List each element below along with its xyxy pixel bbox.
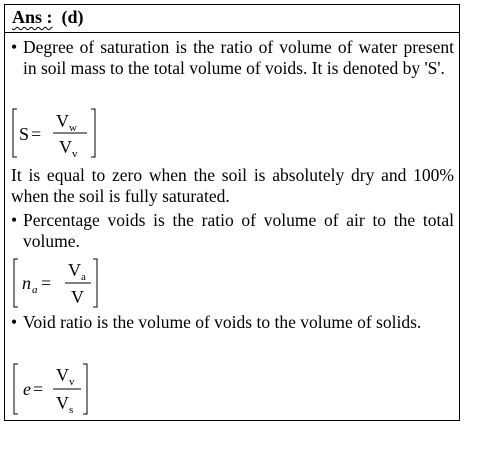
saturation-num-base: V: [56, 111, 69, 131]
bullet-air-voids-text: Percentage voids is the ratio of volume of air to the total volume.: [23, 210, 454, 251]
answer-option: (d): [61, 7, 84, 27]
saturation-equals: =: [31, 124, 42, 144]
formula-air-voids: [11, 255, 103, 311]
saturation-note: It is equal to zero when the soil is absolutely dry and 100% when the soil is fully saturated.: [11, 165, 454, 206]
formula-void-ratio: [11, 360, 103, 418]
answer-label: Ans :: [12, 7, 53, 27]
bullet-void-ratio: [11, 312, 454, 333]
saturation-den-sub: v: [72, 148, 78, 160]
void-ratio-num-sub: v: [69, 376, 75, 388]
bullet-marker: •: [11, 210, 18, 230]
air-voids-lhs-sub: a: [32, 284, 38, 296]
bullet-air-voids: [11, 210, 454, 252]
saturation-lhs: S: [19, 124, 30, 144]
air-voids-num-sub: a: [81, 271, 86, 283]
answer-box: [4, 4, 460, 421]
bullet-saturation-text: Degree of saturation is the ratio of volume of water present in soil mass to the total volume of voids. It is denoted by 'S'.: [23, 37, 454, 78]
bullet-marker: •: [11, 312, 18, 332]
air-voids-lhs: n: [22, 273, 31, 293]
void-ratio-den-sub: s: [69, 404, 74, 416]
air-voids-equals: =: [41, 273, 52, 293]
bullet-marker: •: [11, 37, 18, 57]
answer-heading: [12, 7, 84, 28]
void-ratio-lhs: e: [23, 379, 31, 399]
answer-header: [5, 5, 459, 33]
void-ratio-den-base: V: [56, 393, 69, 413]
void-ratio-num-base: V: [56, 365, 69, 385]
bullet-void-ratio-text: Void ratio is the volume of voids to the volume of solids.: [23, 312, 422, 332]
air-voids-num-base: V: [68, 260, 81, 280]
air-voids-den-base: V: [71, 287, 84, 307]
saturation-den-base: V: [59, 137, 72, 157]
formula-saturation: [11, 105, 101, 161]
saturation-num-sub: w: [69, 122, 77, 134]
bullet-saturation: [11, 37, 454, 79]
void-ratio-equals: =: [33, 379, 44, 399]
